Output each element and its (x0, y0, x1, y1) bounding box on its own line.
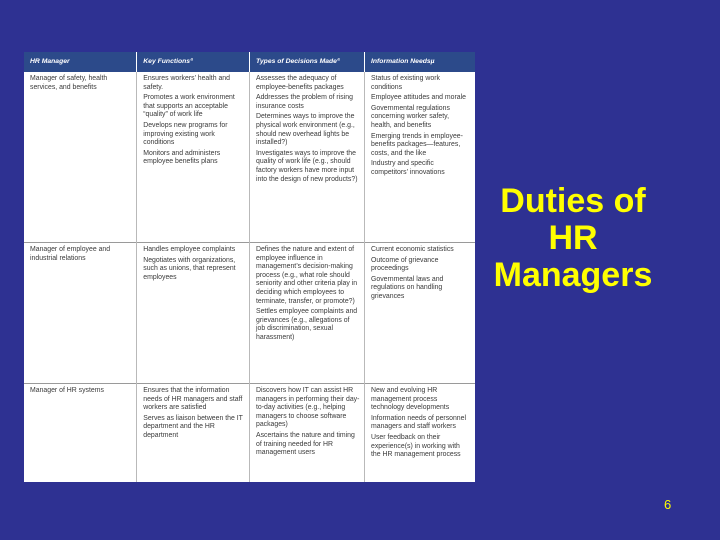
info-item: Industry and specific competitors’ innovations (371, 160, 445, 176)
decision-item: Determines ways to improve the physical work environment (e.g., should new overhead lights be installed?) (256, 113, 355, 147)
info-item: New and evolving HR management process technology developments (371, 387, 450, 412)
function-item: Handles employee complaints (143, 246, 236, 253)
decision-item: Settles employee complaints and grievances (e.g., allegations of job discrimination, sexual harassment) (256, 308, 358, 341)
info-cell (365, 243, 476, 384)
decision-item: Assesses the adequacy of employee-benefits packages (256, 75, 344, 91)
info-item: Governmental laws and regulations on handling grievances (371, 275, 444, 300)
manager-cell: Manager of employee and industrial relations (24, 243, 137, 384)
header-hr-manager: HR Manager (24, 52, 137, 72)
table-row (24, 384, 475, 483)
function-item: Negotiates with organizations, such as unions, that represent employees (143, 256, 236, 281)
info-item: Emerging trends in employee-benefits packages—features, costs, and the like (371, 132, 463, 157)
manager-cell: Manager of HR systems (24, 384, 137, 483)
hr-duties-table (24, 52, 475, 482)
info-item: Employee attitudes and morale (371, 94, 466, 102)
table-row (24, 243, 475, 384)
table-header-row (24, 52, 475, 72)
functions-cell (137, 243, 250, 384)
hr-duties-table-image (24, 52, 475, 482)
info-item: Information needs of personnel managers and staff workers (371, 414, 466, 431)
slide-title (478, 183, 668, 294)
decision-item: Defines the nature and extent of employee influence in management’s decision-making process (e.g., what role should seniority and other criteria play in deciding which employees to terminate, transfer, or promote?) (256, 246, 358, 305)
table-row (24, 72, 475, 243)
header-decisions: Types of Decisions Madeª (250, 52, 365, 72)
info-item: Outcome of grievance proceedings (371, 256, 439, 273)
function-item: Promotes a work environment that supports an acceptable “quality” of work life (143, 94, 235, 119)
function-item: Develops new programs for improving existing work conditions (143, 121, 228, 147)
slide-title-line: Managers (493, 256, 653, 294)
slide-title-line: HR (548, 219, 598, 257)
decisions-cell (250, 243, 365, 384)
function-item: Ensures that the information needs of HR managers and staff workers are satisfied (143, 387, 243, 412)
function-item: Serves as liaison between the IT department and the HR department (143, 414, 243, 439)
info-cell (365, 384, 476, 483)
functions-cell (137, 72, 250, 243)
decision-item: Discovers how IT can assist HR managers in performing their day-to-day activities (e.g., helping managers to choose software packages) (256, 387, 360, 429)
slide-title-line: Duties of (500, 182, 646, 220)
slide-page-number: 6 (664, 497, 672, 512)
info-item: Governmental regulations concerning worker safety, health, and benefits (371, 104, 450, 129)
decision-item: Investigates ways to improve the quality of work life (e.g., should factory workers have more input into the design of new products?) (256, 149, 358, 183)
info-item: User feedback on their experience(s) in working with the HR management process (371, 433, 461, 459)
function-item: Ensures workers’ health and safety. (143, 75, 230, 91)
decision-item: Ascertains the nature and timing of training needed for HR management users (256, 431, 355, 457)
decision-item: Addresses the problem of rising insurance costs (256, 94, 353, 110)
header-information-needs: Information Needsµ (365, 52, 476, 72)
functions-cell (137, 384, 250, 483)
info-item: Status of existing work conditions (371, 75, 440, 91)
function-item: Monitors and administers employee benefits plans (143, 149, 221, 166)
decisions-cell (250, 384, 365, 483)
info-item: Current economic statistics (371, 246, 454, 253)
decisions-cell (250, 72, 365, 243)
manager-cell: Manager of safety, health services, and benefits (24, 72, 137, 243)
header-key-functions: Key Functionsª (137, 52, 250, 72)
info-cell (365, 72, 476, 243)
